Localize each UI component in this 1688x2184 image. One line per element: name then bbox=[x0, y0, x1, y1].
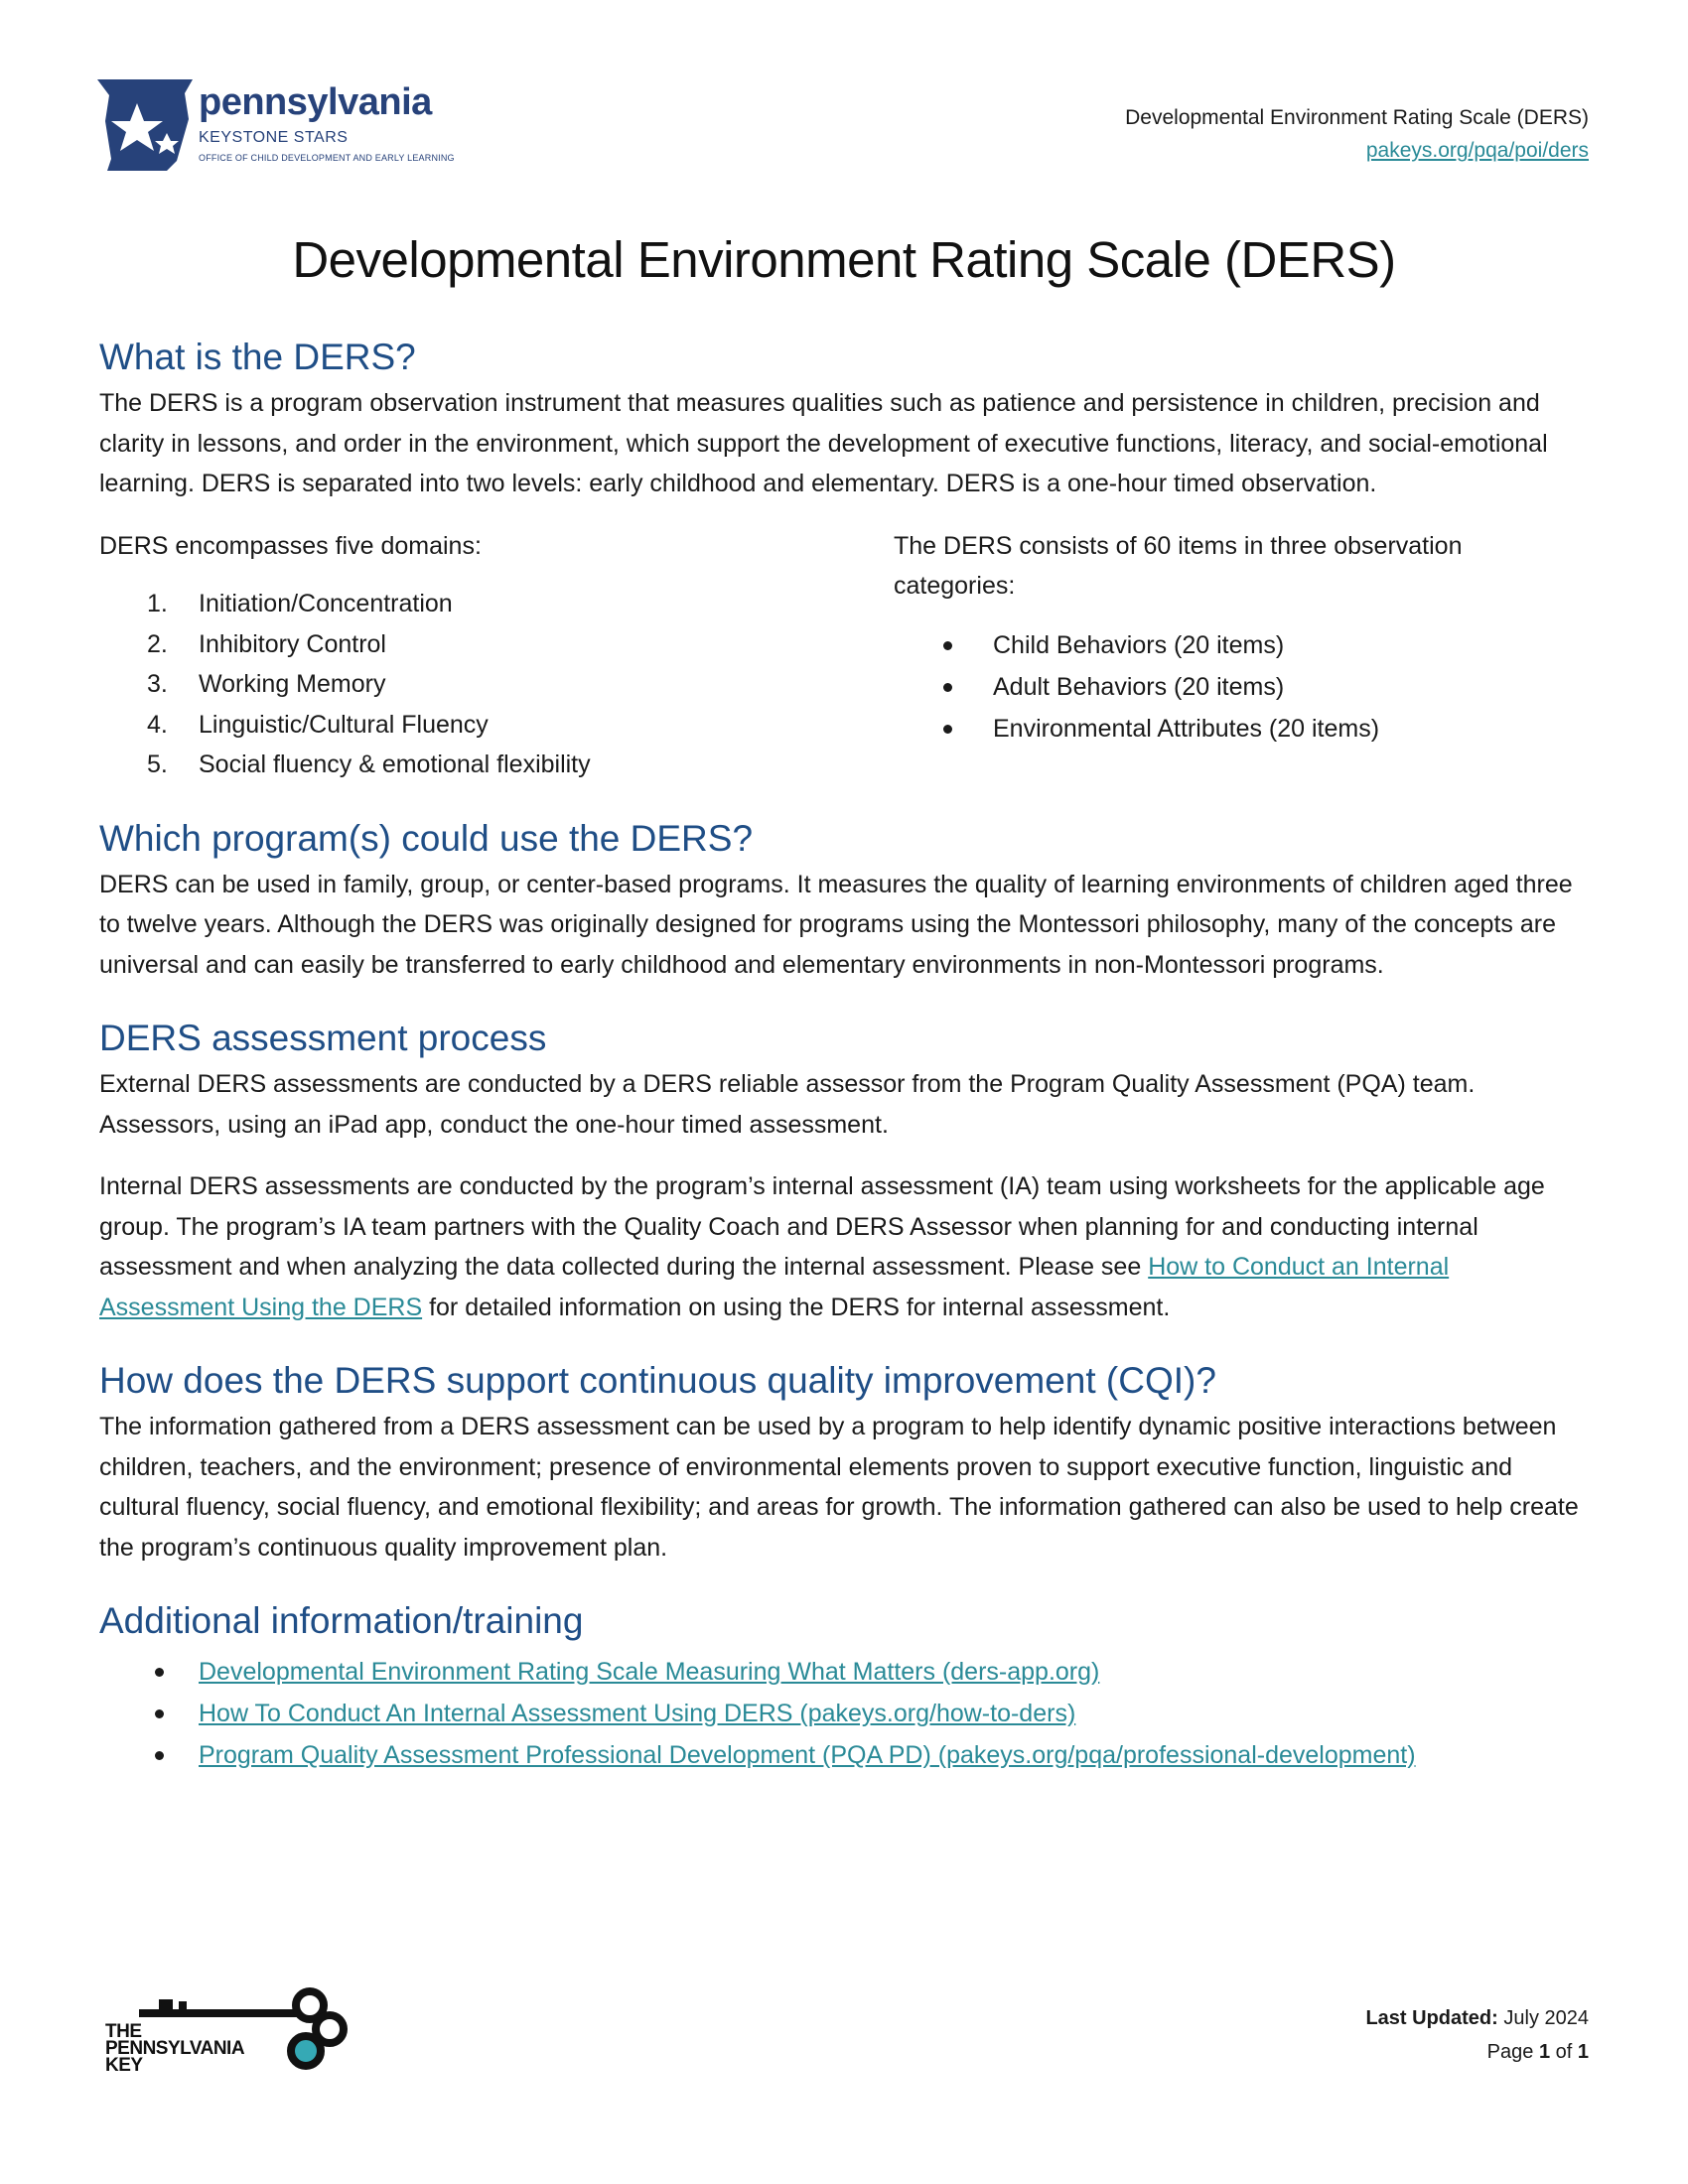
keystone-star-icon bbox=[97, 77, 193, 173]
list-label: Inhibitory Control bbox=[199, 629, 386, 658]
heading-what: What is the DERS? bbox=[99, 337, 416, 377]
list-item bbox=[99, 1651, 1589, 1693]
list-label: Adult Behaviors (20 items) bbox=[993, 672, 1285, 701]
heading-cqi: How does the DERS support continuous quality improvement (CQI)? bbox=[99, 1360, 1216, 1401]
list-item bbox=[894, 708, 1579, 750]
additional-links-list bbox=[99, 1651, 1589, 1776]
which-body: DERS can be used in family, group, or center-based programs. It measures the quality of learning environments of children aged three to twelve years. Although the DERS was originally designed for programs using the Montessori philosophy, many of the concepts are universal and can easily be transferred to early childhood and elementary environments in non-Montessori programs. bbox=[99, 870, 1573, 979]
bullet-icon bbox=[943, 725, 952, 734]
bullet-icon bbox=[943, 683, 952, 692]
header-info bbox=[1125, 101, 1589, 167]
list-item bbox=[99, 584, 894, 624]
list-label: Child Behaviors (20 items) bbox=[993, 630, 1285, 659]
list-item bbox=[894, 624, 1579, 666]
logo-key-line3: KEY bbox=[105, 2055, 143, 2076]
list-number: 3. bbox=[147, 670, 168, 698]
list-item bbox=[99, 1734, 1589, 1776]
bullet-icon bbox=[943, 641, 952, 650]
page-of: of bbox=[1555, 2041, 1573, 2063]
list-label: Social fluency & emotional flexibility bbox=[199, 751, 591, 778]
process-p2 bbox=[99, 1166, 1589, 1327]
footer-info bbox=[1365, 2001, 1589, 2069]
list-number: 2. bbox=[147, 629, 168, 658]
logo-brand: pennsylvania bbox=[199, 81, 432, 123]
categories-list bbox=[894, 624, 1579, 750]
what-body: The DERS is a program observation instrument that measures qualities such as patience and persistence in children, precision and clarity in lessons, and order in the environment, which support the development of executive functions, literacy, and social-emotional learning. DERS is separated into two levels: early childhood and elementary. DERS is a one-hour timed observation. bbox=[99, 389, 1548, 497]
process-p2-text: Internal DERS assessments are conducted by the program’s internal assessment (IA) team using worksheets for the applicable age group. The program’s IA team partners with the Quality Coach and DERS Assessor when planning for and conducting internal assessment and when analyzing the data collected during the internal assessment. Please see bbox=[99, 1172, 1545, 1281]
header-doc-name: Developmental Environment Rating Scale (DERS) bbox=[1125, 106, 1589, 129]
domains-categories-columns bbox=[99, 526, 1589, 785]
bullet-icon bbox=[155, 1751, 164, 1760]
categories-column bbox=[894, 526, 1579, 785]
categories-intro: The DERS consists of 60 items in three observation categories: bbox=[894, 531, 1463, 600]
domains-intro: DERS encompasses five domains: bbox=[99, 531, 482, 560]
list-label: Initiation/Concentration bbox=[199, 590, 453, 617]
how-to-ders-link[interactable]: How To Conduct An Internal Assessment Using DERS (pakeys.org/how-to-ders) bbox=[199, 1700, 1076, 1727]
list-number: 5. bbox=[147, 751, 168, 778]
process-p2-text-end: for detailed information on using the DERS for internal assessment. bbox=[422, 1293, 1171, 1321]
logo-line2: OFFICE OF CHILD DEVELOPMENT AND EARLY LEARNING bbox=[199, 153, 455, 163]
domains-column bbox=[99, 526, 894, 785]
last-updated-label: Last Updated: bbox=[1365, 2007, 1498, 2029]
page-label: Page bbox=[1486, 2041, 1534, 2063]
logo-key-line1: THE bbox=[105, 2021, 142, 2042]
list-item bbox=[894, 666, 1579, 708]
last-updated bbox=[1365, 2001, 1589, 2035]
list-label: Environmental Attributes (20 items) bbox=[993, 714, 1380, 743]
heading-which: Which program(s) could use the DERS? bbox=[99, 817, 754, 859]
ders-app-link[interactable]: Developmental Environment Rating Scale Measuring What Matters (ders-app.org) bbox=[199, 1658, 1100, 1686]
list-item bbox=[99, 705, 894, 746]
page-number bbox=[1365, 2035, 1589, 2069]
domains-list bbox=[99, 584, 894, 785]
list-label: Linguistic/Cultural Fluency bbox=[199, 710, 489, 739]
list-item bbox=[99, 624, 894, 665]
logo-line1: KEYSTONE STARS bbox=[199, 129, 349, 146]
list-label: Working Memory bbox=[199, 670, 386, 698]
list-item bbox=[99, 745, 894, 785]
page-total: 1 bbox=[1577, 2041, 1589, 2063]
last-updated-value: July 2024 bbox=[1503, 2007, 1589, 2029]
process-p1: External DERS assessments are conducted by a DERS reliable assessor from the Program Quality Assessment (PQA) team. Assessors, using an iPad app, conduct the one-hour timed assessment. bbox=[99, 1070, 1476, 1139]
bullet-icon bbox=[155, 1709, 164, 1718]
heading-additional: Additional information/training bbox=[99, 1600, 584, 1641]
heading-process: DERS assessment process bbox=[99, 1018, 547, 1058]
logo-key-line2: PENNSYLVANIA bbox=[105, 2038, 245, 2059]
page-title: Developmental Environment Rating Scale (DERS) bbox=[292, 231, 1396, 288]
pqa-pd-link[interactable]: Program Quality Assessment Professional Development (PQA PD) (pakeys.org/pqa/professional-development) bbox=[199, 1741, 1416, 1769]
bullet-icon bbox=[155, 1668, 164, 1677]
keystone-stars-logo bbox=[97, 77, 475, 177]
main-content bbox=[99, 332, 1589, 1776]
internal-assessment-link[interactable]: How to Conduct an Internal Assessment Using the DERS bbox=[99, 1253, 1450, 1321]
header-url-link[interactable]: pakeys.org/pqa/poi/ders bbox=[1365, 139, 1589, 162]
cqi-body: The information gathered from a DERS assessment can be used by a program to help identify dynamic positive interactions between children, teachers, and the environment; presence of environmental elements proven to support executive function, linguistic and cultural fluency, social fluency, and emotional flexibility; and areas for growth. The information gathered can also be used to help create the program’s continuous quality improvement plan. bbox=[99, 1413, 1579, 1562]
pennsylvania-key-logo bbox=[99, 1985, 357, 2085]
list-item bbox=[99, 664, 894, 705]
list-number: 1. bbox=[147, 590, 168, 617]
list-number: 4. bbox=[147, 710, 168, 739]
list-item bbox=[99, 1693, 1589, 1734]
page-current: 1 bbox=[1538, 2041, 1551, 2063]
